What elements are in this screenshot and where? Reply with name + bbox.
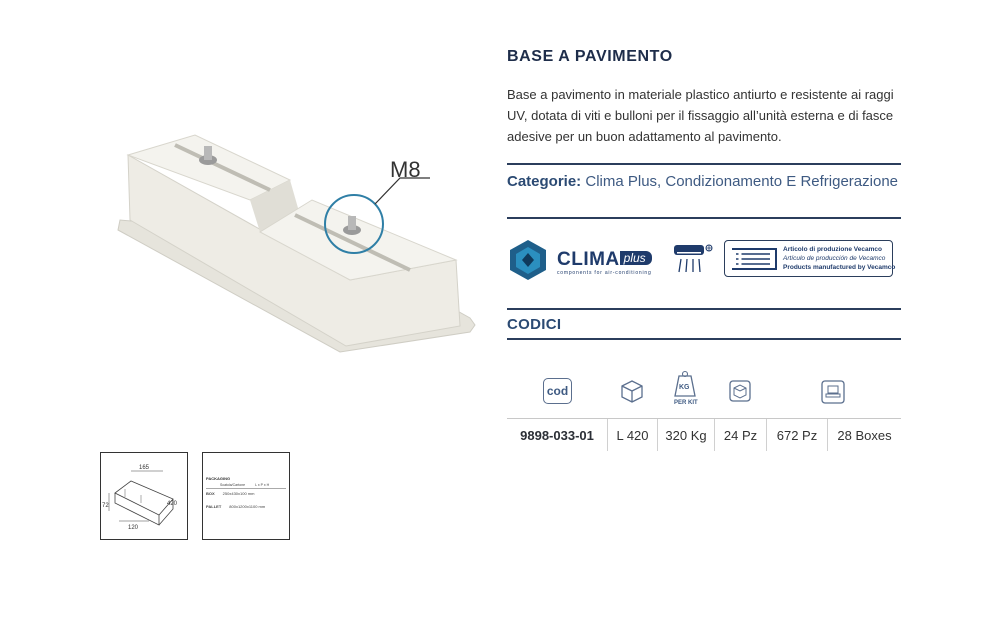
category-text <box>507 170 901 193</box>
weight-cell: 320 Kg <box>657 419 714 451</box>
box-qty-cell: 24 Pz <box>714 419 766 451</box>
hexagon-icon <box>507 239 549 286</box>
clima-plus-logo: CLIMA plus components for air-conditioning <box>557 249 652 276</box>
brand-logos <box>507 237 901 283</box>
vecamco-line-en: Products manufactured by Vecamco <box>783 264 896 271</box>
m8-callout-label: M8 <box>390 157 421 182</box>
floor-base-illustration <box>100 120 490 380</box>
cod-icon: cod <box>543 378 572 404</box>
vecamco-logo-icon <box>730 245 778 273</box>
packaging-header: Scatola/Cartone L x P x H <box>206 483 286 489</box>
dim-base: 120 <box>128 525 139 531</box>
category-section <box>507 163 901 219</box>
per-kit-label: PER KIT <box>674 400 698 406</box>
codici-icons-row <box>507 370 901 416</box>
dim-length: 420 <box>167 501 178 507</box>
thumbnail-dimensions[interactable] <box>100 452 188 540</box>
product-description: Base a pavimento in materiale plastico antiurto e resistente ai raggi UV, dotata di viti e bulloni per il fissaggio all’unità esterna e di fasce adesive per un buon adattamento al pavimento. <box>507 87 894 144</box>
air-conditioner-icon <box>673 242 713 283</box>
box-quantity-icon <box>727 378 753 409</box>
category-value[interactable]: Clima Plus, Condizionamento E Refrigerazione <box>585 173 899 190</box>
weight-kg-icon <box>673 370 697 403</box>
vecamco-line-es: Artículo de producción de Vecamco <box>783 255 886 262</box>
svg-text:KG: KG <box>679 384 690 391</box>
vecamco-line-it: Articolo di produzione Vecamco <box>783 246 882 253</box>
packaging-row-box: BOX 250x430x100 mm <box>206 491 255 496</box>
product-code-cell[interactable]: 9898-033-01 <box>520 427 594 443</box>
thumbnail-packaging[interactable] <box>202 452 290 540</box>
length-cell: L 420 <box>607 419 657 451</box>
boxes-cell: 28 Boxes <box>827 419 901 451</box>
category-label: Categorie: <box>507 173 582 190</box>
product-title: BASE A PAVIMENTO <box>507 48 673 65</box>
product-info <box>507 48 901 147</box>
packaging-title: PACKAGING <box>206 476 231 481</box>
codici-table-row[interactable] <box>507 418 901 450</box>
pallet-qty-cell: 672 Pz <box>766 419 827 451</box>
pallet-quantity-icon <box>819 378 847 411</box>
dim-height: 72 <box>102 503 109 509</box>
length-box-icon <box>619 378 645 409</box>
codici-heading: CODICI <box>507 308 901 340</box>
dim-width-top: 165 <box>139 465 150 471</box>
product-image[interactable] <box>100 120 490 380</box>
packaging-row-pallet: PALLET 800x1200x1100 mm <box>206 504 266 509</box>
vecamco-badge <box>724 240 896 277</box>
dimension-drawing <box>101 453 187 539</box>
